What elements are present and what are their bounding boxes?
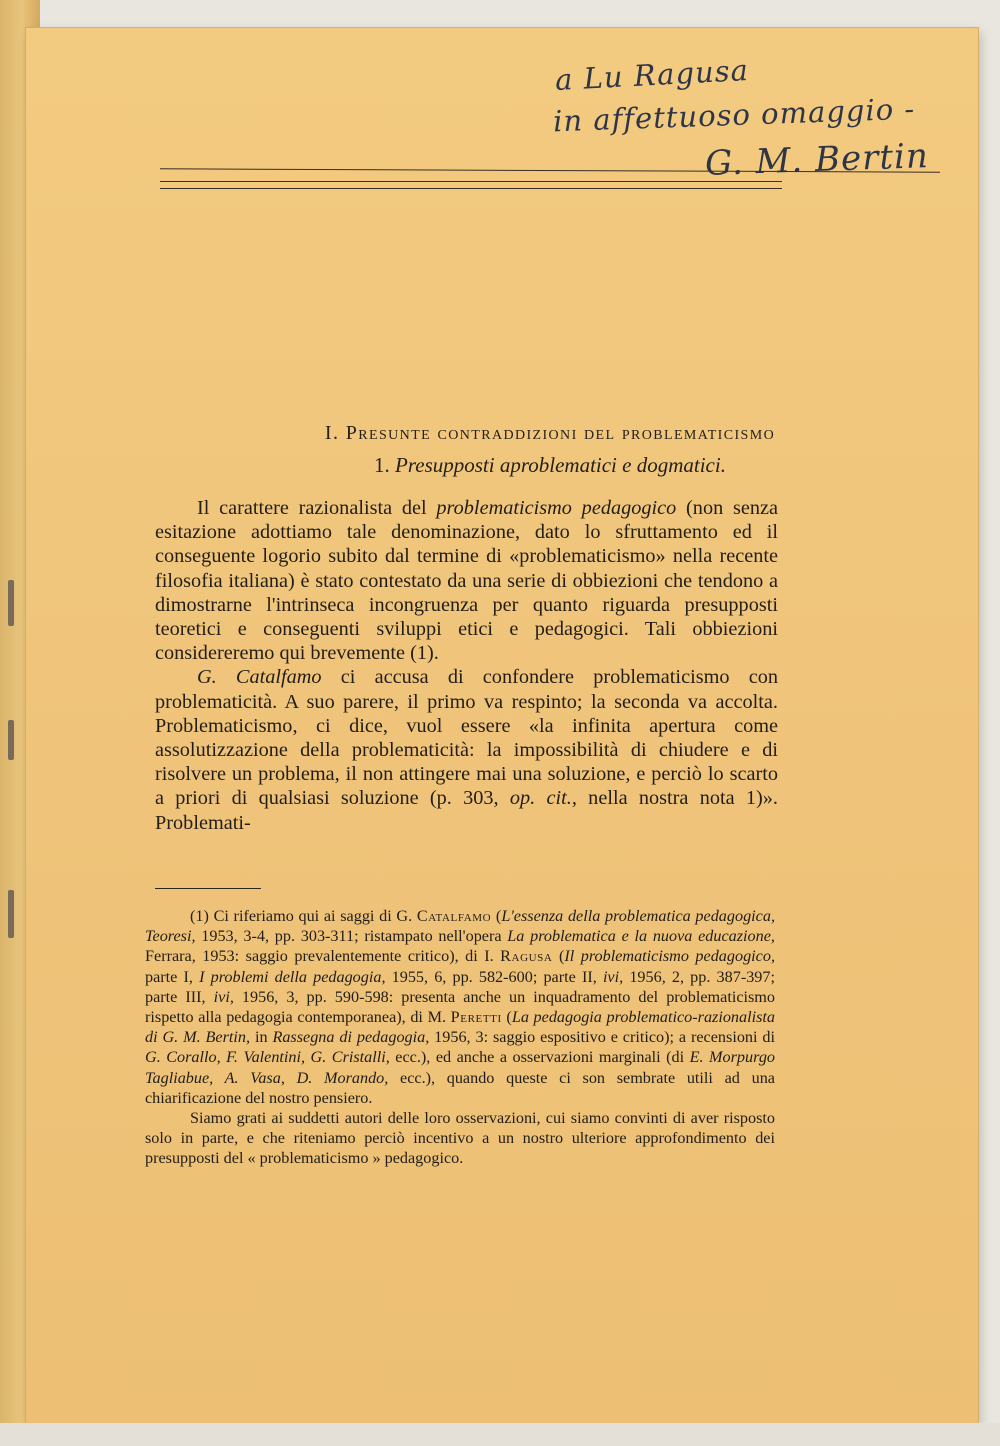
subsection-number: 1. (374, 453, 390, 477)
handwritten-dedication-line-1: a Lu Ragusa (554, 52, 750, 98)
paragraph-1-text-2: (non senza esitazione adottiamo tale denominazione, dato lo sfruttamento ed il conseguente logorio subito dal termine di «problematicismo» nella recente filosofia italiana) è stato contestato da una serie di obbiezioni che tendono a dimostrarne l'intrinseca incongruenza per quanto riguarda presupposti teoretici e conseguenti sviluppi etici e pedagogici. Tali obbiezioni considereremo qui brevemente (1). (155, 497, 778, 665)
subsection-title (160, 453, 940, 478)
header-rule-bottom (160, 188, 782, 189)
paragraph-1-text: Il carattere razionalista del (197, 497, 437, 519)
background-surface (0, 1423, 1000, 1446)
paragraph-2-text-2: , nella nostra nota 1)». Problemati- (155, 787, 778, 834)
footnote-2: Siamo grati ai suddetti autori delle loro osservazioni, cui siamo convinti di aver risposto solo in parte, e che riteniamo perciò incentivo a un nostro ulteriore approfondimento dei presupposti del « problematicismo » pedagogico. (145, 1109, 775, 1168)
header-rule-middle (160, 181, 782, 182)
footnote-separator (155, 888, 261, 889)
paragraph-2-citation: op. cit. (509, 787, 572, 810)
paragraph-2-author: G. Catalfamo (197, 666, 322, 689)
footnote-1: (1) Ci riferiamo qui ai saggi di G. Catalfamo (L'essenza della problematica pedagogica, Teoresi, 1953, 3-4, pp. 303-311; ristampato nell'opera La problematica e la nuova educazione, Ferrara, 1953: saggio prevalentemente critico), di I. Ragusa (Il problematicismo pedagogico, parte I, I problemi della pedagogia, 1955, 6, pp. 582-600; parte II, ivi, 1956, 2, pp. 387-397; parte III, ivi, 1956, 3, pp. 590-598: presenta anche un inquadramento del problematicismo rispetto alla pedagogia contemporanea), di M. Peretti (La pedagogia problematico-razionalista di G. M. Bertin, in Rassegna di pedagogia, 1956, 3: saggio espositivo e critico); a recensioni di G. Corallo, F. Valentini, G. Cristalli, ecc.), ed anche a osservazioni marginali (di E. Morpurgo Tagliabue, A. Vasa, D. Morando, ecc.), quando queste ci son sembrate utili ad una chiarificazione del nostro pensiero. (145, 907, 776, 1107)
paragraph-2 (155, 665, 778, 834)
handwritten-dedication-line-2: in affettuoso omaggio - (552, 91, 916, 139)
section-title: I. Presunte contraddizioni del problematicismo (324, 422, 776, 444)
footnotes (145, 906, 775, 1169)
body-text (155, 496, 778, 835)
subsection-heading: Presupposti aproblematici e dogmatici. (395, 453, 726, 477)
paragraph-2-text: ci accusa di confondere problematicismo con problematicità. A suo parere, il primo va respinto; la seconda va accolta. Problematicismo, ci dice, vuol essere «la infinita apertura come assolutizzazione della problematicità: la impossibilità di chiudere e di risolvere un problema, il non attingere mai una soluzione, e perciò lo scarto a priori di qualsiasi soluzione (p. 303, (155, 666, 778, 810)
handwritten-signature: G. M. Bertin (704, 136, 930, 184)
paragraph-1 (155, 496, 778, 665)
paragraph-1-emphasis: problematicismo pedagogico (436, 497, 677, 519)
